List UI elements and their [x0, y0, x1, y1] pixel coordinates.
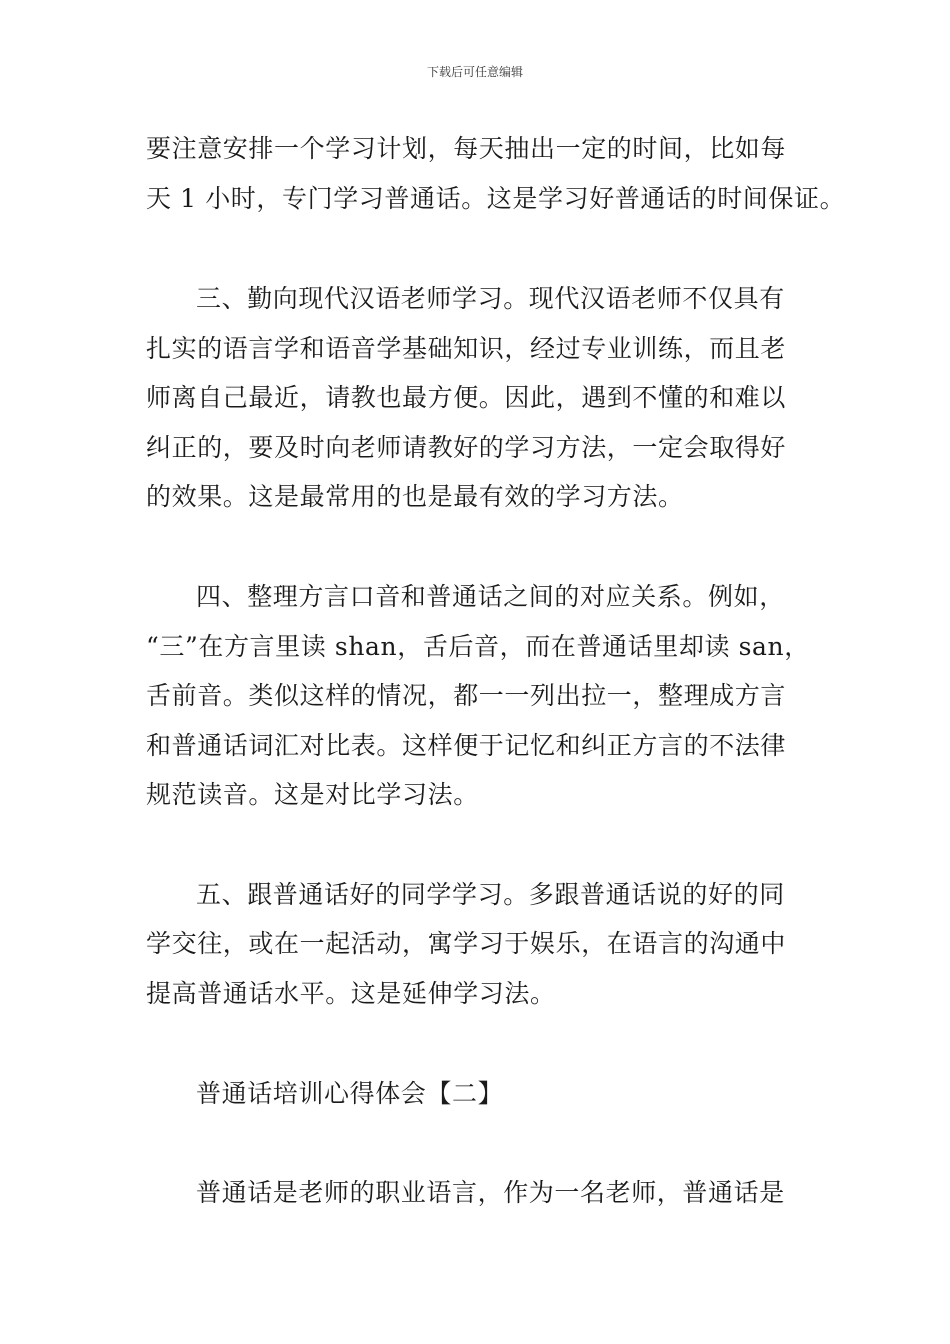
paragraph-line: 舌前音。类似这样的情况，都一一列出拉一，整理成方言: [146, 681, 787, 710]
paragraph-line: 规范读音。这是对比学习法。: [146, 780, 479, 809]
paragraph-line: 师离自己最近，请教也最方便。因此，遇到不懂的和难以: [146, 383, 787, 412]
paragraph-line: 学交往，或在一起活动，寓学习于娱乐，在语言的沟通中: [146, 929, 787, 958]
paragraph-line: 天 1 小时，专门学习普通话。这是学习好普通话的时间保证。: [146, 184, 846, 213]
paragraph-line: 四、整理方言口音和普通话之间的对应关系。例如，: [196, 582, 785, 611]
paragraph-line: “三”在方言里读 shan，舌后音，而在普通话里却读 san，: [146, 632, 810, 661]
paragraph-line: 和普通话词汇对比表。这样便于记忆和纠正方言的不法律: [146, 731, 787, 760]
paragraph-line: 纠正的，要及时向老师请教好的学习方法，一定会取得好: [146, 433, 787, 462]
paragraph-line: 三、勤向现代汉语老师学习。现代汉语老师不仅具有: [196, 284, 785, 313]
paragraph-line: 要注意安排一个学习计划，每天抽出一定的时间，比如每: [146, 134, 787, 163]
paragraph-line: 五、跟普通话好的同学学习。多跟普通话说的好的同: [196, 880, 785, 909]
paragraph-line: 扎实的语言学和语音学基础知识，经过专业训练，而且老: [146, 334, 787, 363]
paragraph-line: 提高普通话水平。这是延伸学习法。: [146, 979, 556, 1008]
paragraph-line: 普通话是老师的职业语言，作为一名老师，普通话是: [196, 1178, 785, 1207]
paragraph-line: 的效果。这是最常用的也是最有效的学习方法。: [146, 482, 684, 511]
section-heading: 普通话培训心得体会【二】: [196, 1079, 504, 1108]
page-header: 下载后可任意编辑: [426, 65, 523, 79]
